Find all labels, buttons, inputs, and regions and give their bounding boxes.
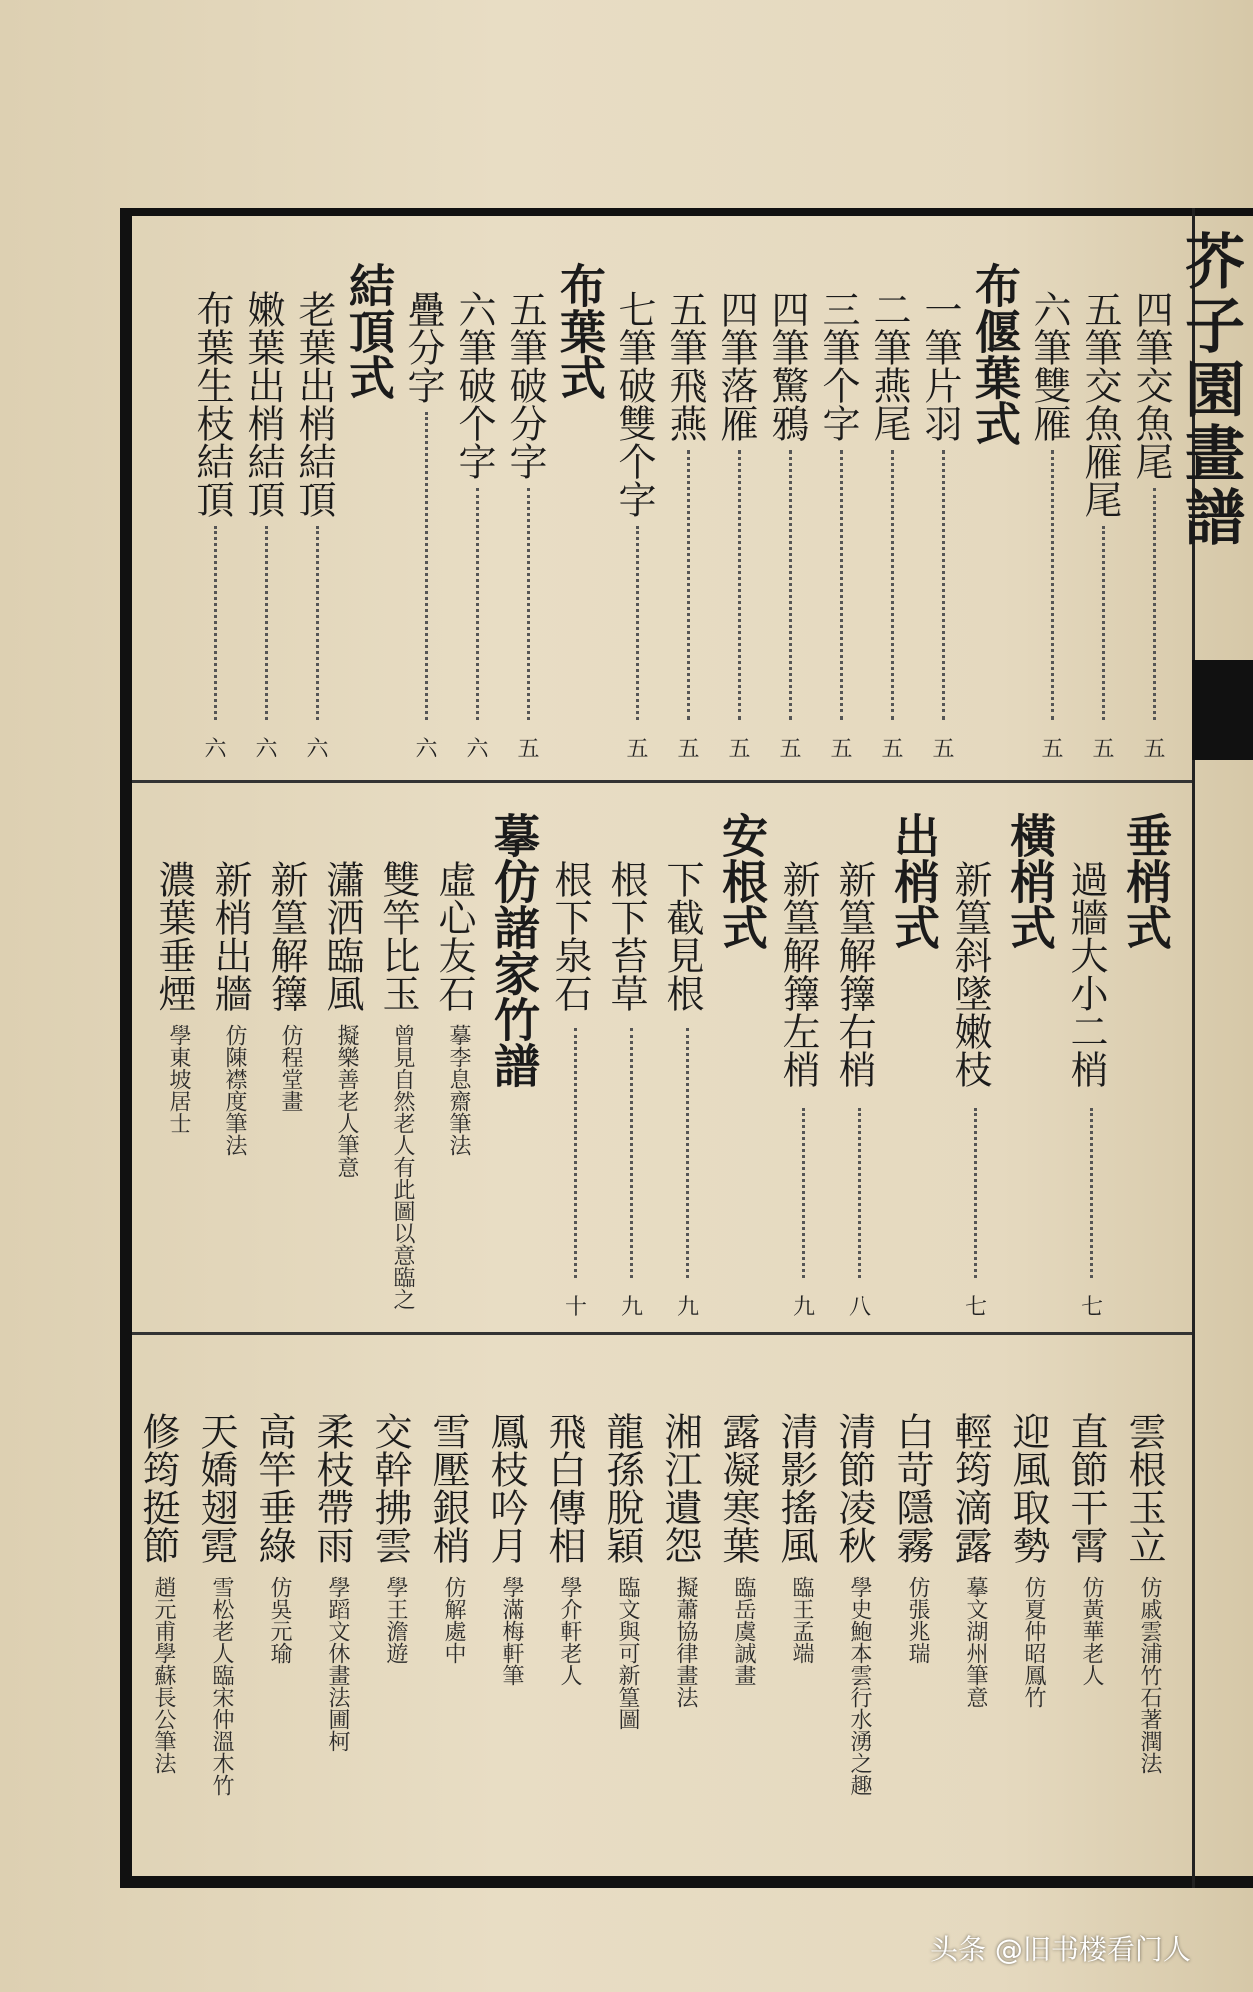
toc-page-number: 五	[517, 737, 540, 762]
toc-page-number: 五	[1041, 737, 1064, 762]
toc-entry-title: 四筆落雁	[714, 290, 758, 442]
toc-page-number: 十	[564, 1295, 587, 1320]
toc-entry-title: 飛白傳相	[542, 1412, 586, 1564]
toc-entry-title: 雙竿比玉	[376, 860, 420, 1012]
toc-page-number: 五	[1143, 737, 1166, 762]
toc-entry-note: 摹文湖州筆意	[963, 1576, 988, 1708]
leader-dots	[738, 450, 741, 720]
toc-entry-note: 仿程堂畫	[278, 1024, 303, 1112]
leader-dots	[858, 1108, 861, 1278]
toc-entry-title: 布葉生枝結頂	[190, 290, 234, 518]
toc-entry-title: 新篁解籜右梢	[832, 860, 876, 1088]
leader-dots	[789, 450, 792, 720]
toc-entry-title: 新篁斜墜嫩枝	[948, 860, 992, 1088]
section-heading: 橫梢式	[1003, 812, 1057, 950]
toc-entry-title: 六筆雙雁	[1027, 290, 1071, 442]
toc-page-number: 五	[932, 737, 955, 762]
toc-entry-title: 修筠挺節	[136, 1412, 180, 1564]
margin-title: 芥子園畫譜	[1175, 230, 1245, 550]
toc-entry-title: 柔枝帶雨	[310, 1412, 354, 1564]
toc-entry-title: 鳳枝吟月	[484, 1412, 528, 1564]
section-heading: 安根式	[715, 812, 769, 950]
leader-dots	[840, 450, 843, 720]
toc-entry-title: 迎風取勢	[1006, 1412, 1050, 1564]
toc-entry-title: 四筆驚鴉	[765, 290, 809, 442]
toc-entry-note: 擬蕭協律畫法	[673, 1576, 698, 1708]
toc-page-number: 五	[728, 737, 751, 762]
toc-entry-title: 濃葉垂煙	[152, 860, 196, 1012]
toc-page-number: 六	[466, 737, 489, 762]
toc-entry-note: 臨岳虞誠畫	[731, 1576, 756, 1686]
toc-entry-title: 天嬌翅霓	[194, 1412, 238, 1564]
section-heading: 摹仿諸家竹譜	[487, 812, 541, 1088]
leader-dots	[574, 1028, 577, 1278]
leader-dots	[316, 526, 319, 720]
toc-page-number: 五	[830, 737, 853, 762]
toc-entry-title: 交幹拂雲	[368, 1412, 412, 1564]
toc-entry-title: 五筆飛燕	[663, 290, 707, 442]
toc-entry-title: 二筆燕尾	[867, 290, 911, 442]
toc-entry-title: 新篁解籜左梢	[776, 860, 820, 1088]
toc-entry-title: 虛心友石	[432, 860, 476, 1012]
leader-dots	[1153, 488, 1156, 720]
leader-dots	[636, 526, 639, 720]
toc-entry-title: 疊分字	[401, 290, 445, 404]
toc-page-number: 五	[1092, 737, 1115, 762]
watermark: 头条 @旧书楼看门人	[930, 1933, 1191, 1966]
leader-dots	[686, 1028, 689, 1278]
toc-entry-title: 瀟洒臨風	[320, 860, 364, 1012]
fishtail-mark	[1192, 660, 1253, 760]
toc-page-number: 九	[676, 1295, 699, 1320]
toc-entry-note: 仿戚雲浦竹石著潤法	[1137, 1576, 1162, 1774]
toc-entry-note: 學史鮑本雲行水湧之趣	[847, 1576, 872, 1796]
toc-entry-note: 仿吳元瑜	[267, 1576, 292, 1664]
toc-entry-note: 學東坡居士	[166, 1024, 191, 1134]
toc-entry-note: 學介軒老人	[557, 1576, 582, 1686]
toc-entry-title: 新篁解籜	[264, 860, 308, 1012]
toc-entry-note: 擬樂善老人筆意	[334, 1024, 359, 1178]
toc-entry-title: 四筆交魚尾	[1129, 290, 1173, 480]
toc-entry-title: 白苛隱霧	[890, 1412, 934, 1564]
leader-dots	[214, 526, 217, 720]
toc-page-number: 八	[848, 1295, 871, 1320]
toc-entry-note: 仿張兆瑞	[905, 1576, 930, 1664]
leader-dots	[527, 488, 530, 720]
toc-entry-note: 曾見自然老人有此圖以意臨之	[390, 1024, 415, 1310]
section-heading: 垂梢式	[1119, 812, 1173, 950]
toc-entry-title: 七筆破雙个字	[612, 290, 656, 518]
section-heading: 布葉式	[553, 262, 607, 400]
toc-entry-note: 仿夏仲昭鳳竹	[1021, 1576, 1046, 1708]
toc-entry-title: 根下苔草	[604, 860, 648, 1012]
section-heading: 布偃葉式	[968, 262, 1022, 446]
toc-page-number: 五	[677, 737, 700, 762]
toc-entry-title: 雲根玉立	[1122, 1412, 1166, 1564]
toc-entry-note: 學蹈文休畫法圃柯	[325, 1576, 350, 1752]
toc-entry-note: 學滿梅軒筆	[499, 1576, 524, 1686]
toc-page-number: 六	[306, 737, 329, 762]
toc-page-number: 五	[626, 737, 649, 762]
toc-entry-title: 五筆破分字	[503, 290, 547, 480]
toc-entry-title: 直節干霄	[1064, 1412, 1108, 1564]
leader-dots	[891, 450, 894, 720]
section-heading: 結頂式	[342, 262, 396, 400]
toc-page-number: 五	[779, 737, 802, 762]
toc-page-number: 七	[964, 1295, 987, 1320]
toc-entry-note: 仿黃華老人	[1079, 1576, 1104, 1686]
toc-page-number: 五	[881, 737, 904, 762]
leader-dots	[1090, 1108, 1093, 1278]
toc-entry-title: 輕筠滴露	[948, 1412, 992, 1564]
toc-page-number: 九	[792, 1295, 815, 1320]
toc-entry-title: 三筆个字	[816, 290, 860, 442]
toc-page-number: 六	[204, 737, 227, 762]
section-divider-2	[132, 1332, 1192, 1335]
toc-entry-note: 趙元甫學蘇長公筆法	[151, 1576, 176, 1774]
toc-entry-title: 嫩葉出梢結頂	[241, 290, 285, 518]
toc-entry-title: 龍孫脫穎	[600, 1412, 644, 1564]
leader-dots	[265, 526, 268, 720]
leader-dots	[942, 450, 945, 720]
leader-dots	[476, 488, 479, 720]
toc-entry-title: 下截見根	[660, 860, 704, 1012]
toc-page-number: 七	[1080, 1295, 1103, 1320]
toc-entry-title: 新梢出牆	[208, 860, 252, 1012]
toc-entry-note: 仿解處中	[441, 1576, 466, 1664]
leader-dots	[630, 1028, 633, 1278]
toc-entry-note: 仿陳襟度筆法	[222, 1024, 247, 1156]
toc-entry-title: 湘江遺怨	[658, 1412, 702, 1564]
toc-entry-title: 高竿垂綠	[252, 1412, 296, 1564]
toc-entry-note: 摹李息齋筆法	[446, 1024, 471, 1156]
toc-entry-title: 清節凌秋	[832, 1412, 876, 1564]
toc-entry-note: 學王澹遊	[383, 1576, 408, 1664]
toc-page-number: 九	[620, 1295, 643, 1320]
leader-dots	[687, 450, 690, 720]
toc-entry-note: 臨文與可新篁圖	[615, 1576, 640, 1730]
section-divider-1	[132, 780, 1192, 783]
leader-dots	[1051, 450, 1054, 720]
toc-entry-note: 雪松老人臨宋仲溫木竹	[209, 1576, 234, 1796]
toc-entry-title: 過牆大小二梢	[1064, 860, 1108, 1088]
leader-dots	[1102, 526, 1105, 720]
toc-entry-title: 一筆片羽	[918, 290, 962, 442]
toc-entry-title: 露凝寒葉	[716, 1412, 760, 1564]
toc-page-number: 六	[255, 737, 278, 762]
toc-entry-note: 臨王孟端	[789, 1576, 814, 1664]
section-heading: 出梢式	[887, 812, 941, 950]
toc-page-number: 六	[415, 737, 438, 762]
leader-dots	[802, 1108, 805, 1278]
toc-entry-title: 清影搖風	[774, 1412, 818, 1564]
toc-entry-title: 五筆交魚雁尾	[1078, 290, 1122, 518]
toc-entry-title: 六筆破个字	[452, 290, 496, 480]
leader-dots	[974, 1108, 977, 1278]
toc-entry-title: 根下泉石	[548, 860, 592, 1012]
toc-entry-title: 老葉出梢結頂	[292, 290, 336, 518]
toc-entry-title: 雪壓銀梢	[426, 1412, 470, 1564]
leader-dots	[425, 412, 428, 720]
